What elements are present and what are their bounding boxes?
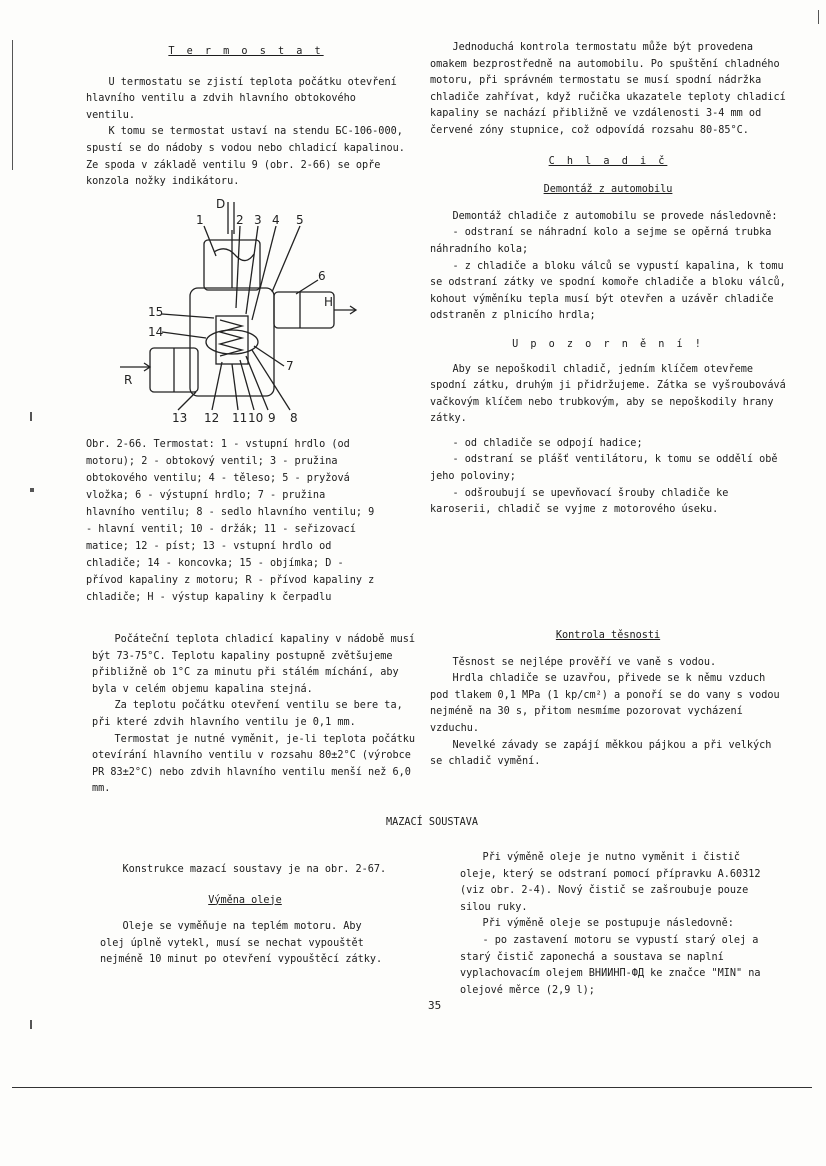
diagram-label-2: 2 [236, 213, 244, 227]
radiator-heading: C h l a d i č [548, 155, 668, 167]
warning-heading: U p o z o r n ě n í ! [512, 338, 704, 350]
removal-step-1: - odstraní se náhradní kolo a sejme se opěrná trubka náhradního kola; [430, 227, 772, 255]
opening-para: Za teplotu počátku otevření ventilu se bere ta, při které zdvih hlavního ventilu je 0,1 mm. [92, 700, 403, 728]
oil-filter-para: Při výměně oleje je nutno vyměnit i čistič oleje, který se odstraní pomocí přípravku A.60312 (viz obr. 2-4). Nový čistič se zašroubuje pouze silou ruky. [460, 852, 761, 913]
thermostat-para-1: U termostatu se zjistí teplota počátku otevření hlavního ventilu a zdvih hlavního obtokového ventilu. [86, 76, 397, 121]
diagram-label-r: R [124, 373, 133, 387]
diagram-label-5: 5 [296, 213, 304, 227]
scan-mark [30, 412, 32, 421]
removal-step-2: - z chladiče a bloku válců se vypustí kapalina, k tomu se odstraní zátky ve spodní komoře chladiče a bloku válců, kohout výměníku tepla musí být otevřen a uzávěr chladiče odstraněn z plnicího hrdla; [430, 260, 786, 322]
simple-check-para: Jednoduchá kontrola termostatu může být provedena omakem bezprostředně na automobilu. Po spuštění chladného motoru, při správném termostatu se musí spodní nádržka chladiče zahřívat, když ručička ukazatele teploty chladicí kapaliny se nachází přibližně ve vzdálenosti 3-4 mm od červené zóny stupnice, což odpovídá rozsahu 80-85°C. [430, 42, 786, 136]
diagram-label-10: 10 [248, 411, 264, 425]
removal-step-4: - odstraní se plášť ventilátoru, k tomu se oddělí obě jeho poloviny; [430, 454, 778, 483]
diagram-label-1: 1 [196, 213, 204, 227]
left-column-top [86, 44, 406, 191]
tightness-para-3: Nevelké závady se zapájí měkkou pájkou a při velkých se chladič vymění. [430, 739, 772, 768]
lubrication-left [100, 862, 390, 969]
right-column-top [430, 40, 786, 519]
diagram-label-12: 12 [204, 411, 220, 425]
removal-step-5: - odšroubují se upevňovací šrouby chladiče ke karoserii, chladič se vyjme z motorového úseku. [430, 487, 729, 516]
oil-change-para: Oleje se vyměňuje na teplém motoru. Aby olej úplně vytekl, musí se nechat vypouštět nejméně 10 minut po otevření vypouštěcí zátky. [100, 921, 383, 966]
bottom-rule [12, 1087, 812, 1088]
diagram-label-h: H [324, 295, 334, 309]
thermostat-heading: T e r m o s t a t [168, 46, 324, 57]
lubrication-heading: MAZACÍ SOUSTAVA [386, 817, 479, 828]
replace-para: Termostat je nutné vyměnit, je-li teplota počátku otevírání hlavního ventilu v rozsahu 80±2°C (výrobce PR 83±2°C) nebo zdvih hlavního ventilu menší než 6,0 mm. [92, 733, 415, 795]
scan-mark [818, 10, 819, 24]
thermostat-diagram [86, 196, 366, 432]
tightness-heading: Kontrola těsnosti [555, 630, 661, 641]
diagram-label-13: 13 [172, 411, 188, 425]
diagram-label-15: 15 [148, 305, 164, 319]
removal-step-3: - od chladiče se odpojí hadice; [452, 437, 643, 449]
scan-mark [12, 40, 13, 170]
lubrication-intro: Konstrukce mazací soustavy je na obr. 2-67. [122, 864, 387, 875]
diagram-label-7: 7 [286, 359, 294, 373]
temperature-para: Počáteční teplota chladicí kapaliny v nádobě musí být 73-75°C. Teplotu kapaliny postupně zvětšujeme přibližně ob 1°C za minutu při stálém míchání, aby byla v celém objemu kapalina stejná. [92, 634, 415, 695]
right-column-middle [430, 628, 786, 771]
oil-change-steps-intro: Při výměně oleje se postupuje následovně: [482, 918, 734, 930]
diagram-label-14: 14 [148, 325, 164, 339]
removal-heading: Demontáž z automobilu [543, 184, 673, 196]
lubrication-right [460, 850, 780, 999]
diagram-caption: Obr. 2-66. Termostat: 1 - vstupní hrdlo (od motoru); 2 - obtokový ventil; 3 - pružina obtokového ventilu; 4 - těleso; 5 - pryžová vložka; 6 - výstupní hrdlo; 7 - pružina hlavního ventilu; 8 - sedlo hlavního ventilu; 9 - hlavní ventil; 10 - držák; 11 - seřizovací matice; 12 - píst; 13 - vstupní hrdlo od chladiče; 14 - koncovka; 15 - objímka; D - přívod kapaliny z motoru; R - přívod kapaliny z chladiče; H - výstup kapaliny k čerpadlu [86, 439, 375, 603]
left-column-middle [92, 632, 424, 798]
scan-mark [30, 488, 34, 492]
scan-mark [30, 1020, 32, 1029]
removal-intro: Demontáž chladiče z automobilu se provede následovně: [452, 210, 778, 222]
diagram-label-11: 11 [232, 411, 248, 425]
diagram-label-9: 9 [268, 411, 276, 425]
diagram-label-4: 4 [272, 213, 280, 227]
diagram-label-3: 3 [254, 213, 262, 227]
diagram-label-d: D [216, 197, 226, 211]
thermostat-para-2: K tomu se termostat ustaví na stendu БС-106-000, spustí se do nádoby s vodou nebo chladicí kapalinou. Ze spoda v základě ventilu 9 (obr. 2-66) se opře konzola nožky indikátoru. [86, 126, 405, 188]
oil-change-step-1: - po zastavení motoru se vypustí starý olej a starý čistič zaponechá a soustava se naplní vyplachovacím olejem ВНИИНП-ФД ke značce "MIN" na olejové měrce (2,9 l); [460, 934, 761, 996]
page-number: 35 [428, 999, 442, 1012]
diagram-label-6: 6 [318, 269, 326, 283]
tightness-para-2: Hrdla chladiče se uzavřou, přivede se k němu vzduch pod tlakem 0,1 MPa (1 kp/cm²) a ponoří se do vany s vodou nejméně na 30 s, přitom nesmíme pozorovat vycházení vzduchu. [430, 673, 780, 734]
warning-text: Aby se nepoškodil chladič, jedním klíčem otevřeme spodní zátku, druhým ji přidržujeme. Zátka se vyšroubovává vačkovým klíčem nebo trubkovým, aby se nepoškodily hrany zátky. [430, 363, 786, 425]
diagram-label-8: 8 [290, 411, 298, 425]
oil-change-heading: Výměna oleje [208, 894, 282, 906]
tightness-para-1: Těsnost se nejlépe prověří ve vaně s vodou. [452, 656, 717, 668]
